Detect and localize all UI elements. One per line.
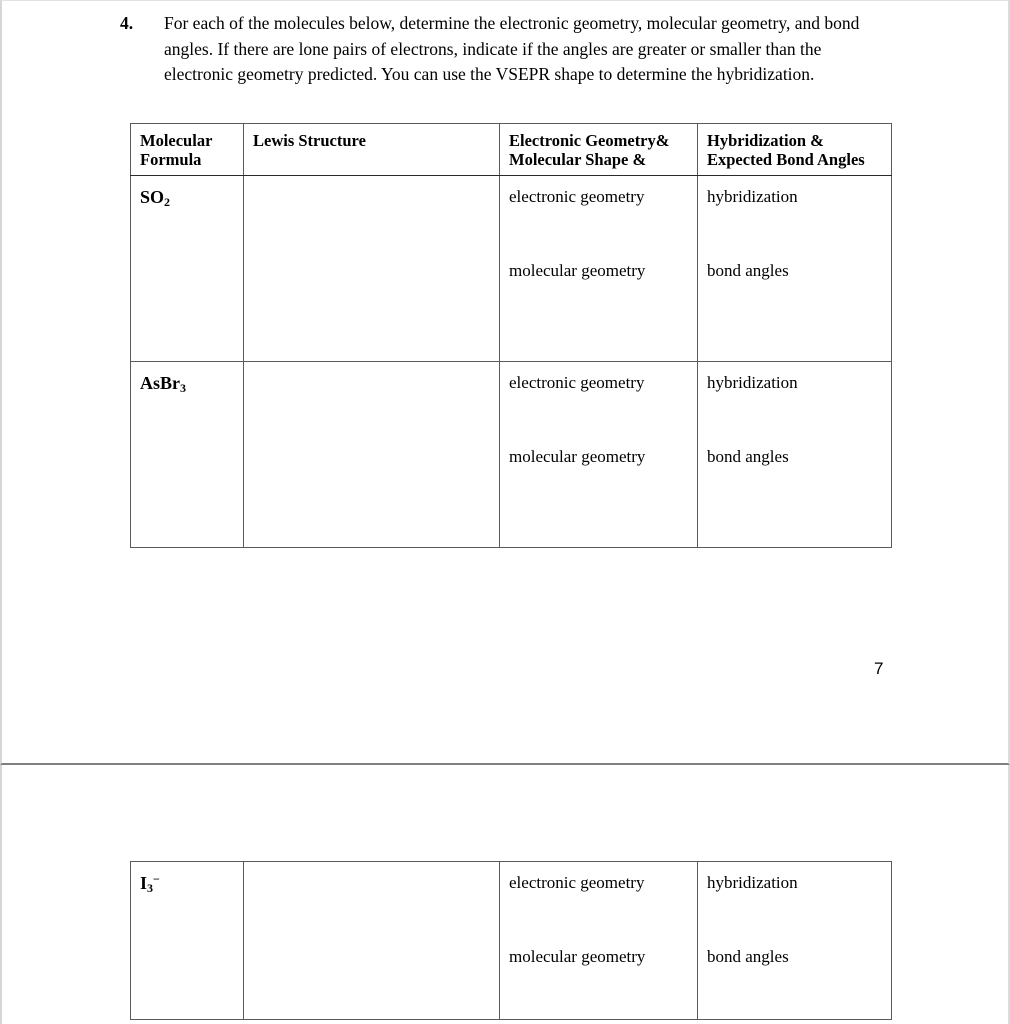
lewis-structure-answer-area bbox=[253, 184, 490, 187]
formula-subscript: 3 bbox=[180, 381, 186, 395]
header-molecular-formula-line2: Formula bbox=[140, 150, 202, 169]
hybridization-prompt-asbr3 bbox=[707, 370, 882, 467]
molecular-formula-so2 bbox=[140, 184, 234, 209]
bond-angles-label: bond angles bbox=[707, 447, 789, 466]
header-molecular-formula-line1: Molecular bbox=[140, 131, 213, 150]
table-header-row bbox=[131, 124, 892, 176]
cell-hybridization-so2[interactable] bbox=[698, 176, 892, 362]
vsepr-table-page-2 bbox=[130, 861, 892, 1020]
hybridization-label: hybridization bbox=[707, 873, 798, 892]
geometry-prompt-so2 bbox=[509, 184, 688, 281]
hybridization-label: hybridization bbox=[707, 373, 798, 392]
bond-angles-label: bond angles bbox=[707, 261, 789, 280]
cell-geometry-i3minus[interactable] bbox=[500, 862, 698, 1020]
header-hybridization-line2: Expected Bond Angles bbox=[707, 150, 865, 169]
cell-hybridization-asbr3[interactable] bbox=[698, 362, 892, 548]
cell-lewis-structure-asbr3[interactable] bbox=[244, 362, 500, 548]
question-block-4 bbox=[120, 11, 892, 88]
geometry-prompt-i3minus bbox=[509, 870, 688, 967]
electronic-geometry-label: electronic geometry bbox=[509, 373, 645, 392]
hybridization-prompt-i3minus bbox=[707, 870, 882, 967]
hybridization-label: hybridization bbox=[707, 187, 798, 206]
formula-base: SO bbox=[140, 187, 165, 207]
molecular-geometry-label: molecular geometry bbox=[509, 947, 646, 966]
formula-subscript: 2 bbox=[164, 195, 171, 209]
page-number: 7 bbox=[874, 659, 884, 678]
hybridization-prompt-so2 bbox=[707, 184, 882, 281]
electronic-geometry-label: electronic geometry bbox=[509, 873, 645, 892]
cell-geometry-so2[interactable] bbox=[500, 176, 698, 362]
cell-molecular-formula-so2 bbox=[131, 176, 244, 362]
document-page-2 bbox=[0, 765, 1010, 1024]
cell-lewis-structure-so2[interactable] bbox=[244, 176, 500, 362]
table-row-so2 bbox=[131, 176, 892, 362]
header-lewis-structure: Lewis Structure bbox=[253, 131, 366, 150]
table-row-asbr3 bbox=[131, 362, 892, 548]
geometry-prompt-asbr3 bbox=[509, 370, 688, 467]
cell-molecular-formula-i3minus bbox=[131, 862, 244, 1020]
lewis-structure-answer-area bbox=[253, 870, 490, 873]
header-cell-electronic-geometry bbox=[500, 124, 698, 176]
table-row-i3minus bbox=[131, 862, 892, 1020]
question-row bbox=[120, 11, 892, 88]
molecular-geometry-label: molecular geometry bbox=[509, 261, 646, 280]
header-cell-molecular-formula bbox=[131, 124, 244, 176]
molecular-formula-i3minus bbox=[140, 870, 234, 895]
cell-molecular-formula-asbr3 bbox=[131, 362, 244, 548]
header-electronic-geometry-line2: Molecular Shape & bbox=[509, 150, 647, 169]
lewis-structure-answer-area bbox=[253, 370, 490, 373]
header-cell-lewis-structure bbox=[244, 124, 500, 176]
molecular-geometry-label: molecular geometry bbox=[509, 447, 646, 466]
formula-base: I bbox=[140, 873, 148, 893]
vsepr-table-page-1 bbox=[130, 123, 892, 548]
electronic-geometry-label: electronic geometry bbox=[509, 187, 645, 206]
molecular-formula-asbr3 bbox=[140, 370, 234, 395]
formula-superscript: − bbox=[153, 872, 160, 886]
header-cell-hybridization bbox=[698, 124, 892, 176]
question-number: 4. bbox=[120, 13, 134, 33]
cell-geometry-asbr3[interactable] bbox=[500, 362, 698, 548]
cell-lewis-structure-i3minus[interactable] bbox=[244, 862, 500, 1020]
formula-subscript: 3 bbox=[147, 881, 154, 895]
question-text: For each of the molecules below, determine the electronic geometry, molecular geometry, and bond angles. If there are lone pairs of electrons, indicate if the angles are greater or smaller than the electronic geometry predicted. You can use the VSEPR shape to determine the hybridization. bbox=[164, 13, 860, 84]
header-electronic-geometry-line1: Electronic Geometry& bbox=[509, 131, 670, 150]
bond-angles-label: bond angles bbox=[707, 947, 789, 966]
header-hybridization-line1: Hybridization & bbox=[707, 131, 824, 150]
formula-base: AsBr bbox=[140, 373, 180, 393]
cell-hybridization-i3minus[interactable] bbox=[698, 862, 892, 1020]
